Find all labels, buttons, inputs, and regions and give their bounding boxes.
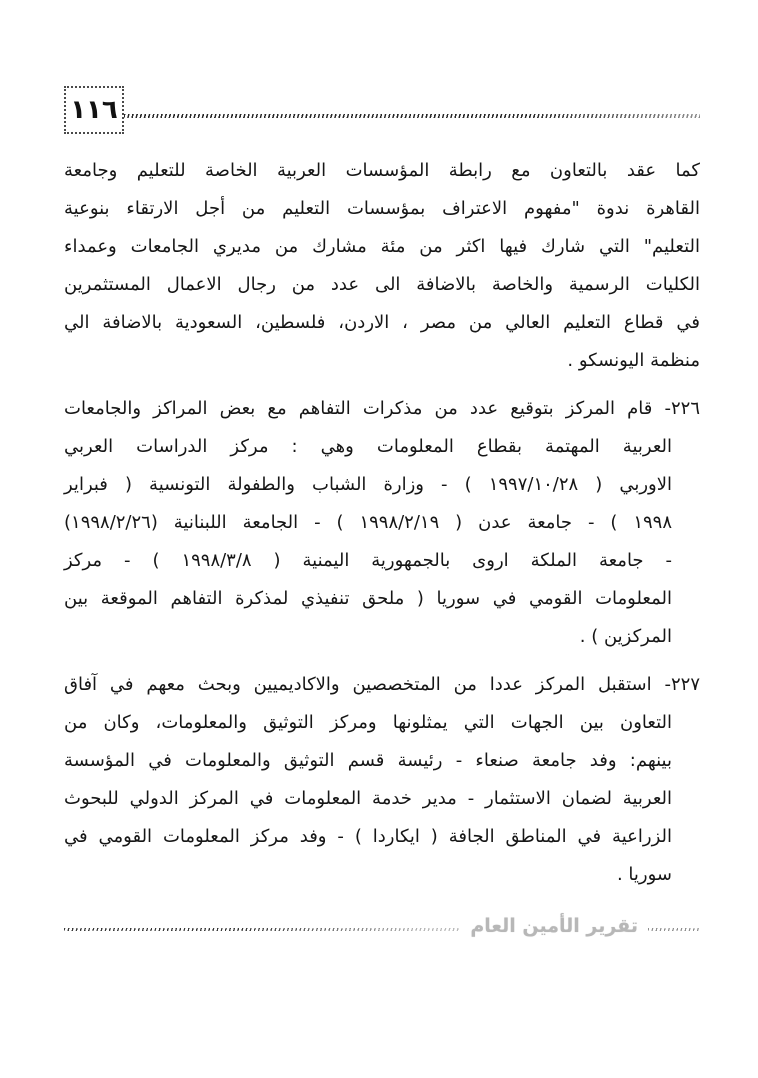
text-line: المعلومات القومي في سوريا ( ملحق تنفيذي لمذكرة التفاهم الموقعة بين (64, 588, 672, 609)
text-line: العربية لضمان الاستثمار - مدير خدمة المعلومات في المركز الدولي للبحوث (64, 788, 672, 809)
text-line: بينهم: وفد جامعة صنعاء - رئيسة قسم التوثيق والمعلومات في المؤسسة (64, 750, 672, 771)
footer-rule-long (64, 928, 460, 931)
text-line: سوريا . (616, 864, 672, 885)
text-line: المركزين ) . (579, 626, 672, 647)
text-line: منظمة اليونسكو . (567, 350, 700, 371)
page-number-box (64, 86, 124, 134)
page-header (64, 86, 700, 134)
text-line: العربية المهتمة بقطاع المعلومات وهي : مركز الدراسات العربي (64, 436, 672, 457)
footer-title: تقرير الأمين العام (470, 915, 638, 937)
paragraph-intro (64, 152, 700, 380)
document-body (64, 152, 700, 904)
text-line: ٢٢٧- استقبل المركز عددا من المتخصصين والاكاديميين وبحث معهم في آفاق (64, 674, 700, 695)
text-line: الكليات الرسمية والخاصة بالاضافة الى عدد من رجال الاعمال المستثمرين (64, 274, 700, 295)
page-number: ١١٦ (70, 95, 118, 125)
text-line: ١٩٩٨ ) - جامعة عدن ( ١٩٩٨/٢/١٩ ) - الجامعة اللبنانية (١٩٩٨/٢/٢٦) (64, 512, 672, 533)
text-line: التعليم" التي شارك فيها اكثر من مئة مشارك من مديري الجامعات وعمداء (64, 236, 700, 257)
text-line: الاوربي ( ١٩٩٧/١٠/٢٨ ) - وزارة الشباب والطفولة التونسية ( فبراير (64, 474, 672, 495)
header-rule (124, 114, 700, 118)
page-footer (64, 908, 700, 944)
text-line: في قطاع التعليم العالي من مصر ، الاردن، فلسطين، السعودية بالاضافة الي (64, 312, 700, 333)
footer-rule-short (648, 928, 700, 931)
paragraph-227 (64, 666, 700, 894)
paragraph-226 (64, 390, 700, 656)
text-line: ٢٢٦- قام المركز بتوقيع عدد من مذكرات التفاهم مع بعض المراكز والجامعات (64, 398, 700, 419)
text-line: كما عقد بالتعاون مع رابطة المؤسسات العربية الخاصة للتعليم وجامعة (64, 160, 700, 181)
text-line: التعاون بين الجهات التي يمثلونها ومركز التوثيق والمعلومات، وكان من (64, 712, 672, 733)
text-line: القاهرة ندوة "مفهوم الاعتراف بمؤسسات التعليم من أجل الارتقاء بنوعية (64, 198, 700, 219)
text-line: - جامعة الملكة اروى بالجمهورية اليمنية ( ١٩٩٨/٣/٨ ) - مركز (64, 550, 672, 571)
text-line: الزراعية في المناطق الجافة ( ايكاردا ) - وفد مركز المعلومات القومي في (64, 826, 672, 847)
